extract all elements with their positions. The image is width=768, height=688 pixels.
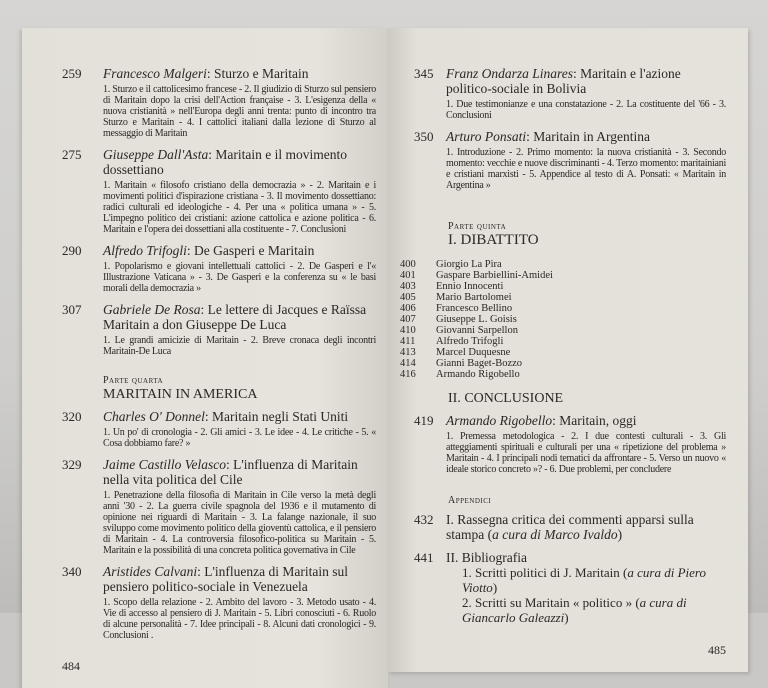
toc-entry	[62, 409, 376, 449]
entry-desc: 1. Introduzione - 2. Primo momento: la nuova cristianità - 3. Secondo momento: vecchie e nuove discriminanti - 4. Terzo momento: maritainiani e cristiani marxisti - 5. Appendice al testo di A. Ponsati: « Maritain in Argentina »	[446, 147, 726, 191]
entry-title: : L'influenza di Maritain sul pensiero politico-sociale in Venezuela	[103, 564, 349, 594]
entry-title: : Maritain e il movimento dossettiano	[103, 147, 347, 177]
entry-title: : Maritain e l'azione politico-sociale in Bolivia	[446, 66, 681, 96]
author: Armando Rigobello	[446, 413, 553, 428]
part-label: Parte quinta	[448, 221, 507, 232]
entry-title: : Maritain negli Stati Uniti	[204, 409, 349, 424]
folio-page-number: 484	[62, 659, 80, 673]
author: Alfredo Trifogli	[103, 243, 187, 258]
page-number: 441	[414, 550, 434, 565]
page-number: 432	[414, 512, 434, 527]
toc-entry	[414, 129, 726, 191]
page-number: 290	[62, 243, 82, 258]
page-number: 419	[414, 413, 434, 428]
entry-title: : Maritain in Argentina	[526, 129, 650, 144]
entry-title: II. Bibliografia	[446, 550, 527, 565]
entry-title: : L'influenza di Maritain nella vita politica del Cile	[103, 457, 358, 487]
toc-entry	[62, 564, 376, 641]
toc-entry	[62, 147, 376, 235]
page-number: 259	[62, 66, 82, 81]
page-number: 320	[62, 409, 82, 424]
part-title: MARITAIN IN AMERICA	[103, 387, 258, 402]
toc-entry	[62, 302, 376, 357]
list-item: 403 Ennio Innocenti	[400, 281, 504, 292]
section-title: I. DIBATTITO	[448, 232, 539, 248]
author: Aristides Calvani	[103, 564, 198, 579]
folio-page-number: 485	[708, 643, 726, 657]
toc-entry	[414, 550, 726, 625]
author: Jaime Castillo Velasco	[103, 457, 226, 472]
list-item: 407 Giuseppe L. Goisis	[400, 314, 517, 325]
entry-title: : Maritain, oggi	[552, 413, 637, 428]
page-number: 307	[62, 302, 82, 317]
entry-desc: 1. Maritain « filosofo cristiano della democrazia » - 2. Maritain e i movimenti politici d'ispirazione cristiana - 3. Il movimento dossettiano: radici culturali ed ideologiche - 4. Per una « politica umana » - 5. L'impegno politico dei cristiani: azione cattolica e azione politica - 6. Maritain e l'opera dei dossettiani alla costituente - 7. Conclusioni	[103, 180, 376, 235]
author: Franz Ondarza Linares	[446, 66, 574, 81]
entry-desc: 1. Un po' di cronologia - 2. Gli amici - 3. Le idee - 4. Le critiche - 5. « Cosa dobbiamo fare? »	[103, 427, 376, 449]
entry-title: : De Gasperi e Maritain	[186, 243, 315, 258]
right-page	[388, 28, 748, 672]
list-item: 410 Giovanni Sarpellon	[400, 325, 518, 336]
author: Gabriele De Rosa	[103, 302, 201, 317]
entry-title: : Sturzo e Maritain	[206, 66, 309, 81]
page-number: 345	[414, 66, 434, 81]
list-item: 416 Armando Rigobello	[400, 369, 520, 380]
toc-entry	[414, 413, 726, 475]
section-title: II. CONCLUSIONE	[448, 391, 564, 406]
toc-entry	[62, 66, 376, 139]
entry-desc: 1. Sturzo e il cattolicesimo francese - 2. Il giudizio di Sturzo sul pensiero di Maritain dopo la crisi dell'Action française - 3. L'esigenza della « nuova cristianità » nell'Europa degli anni trenta: punto di incontro tra Sturzo e Maritain - 4. I cattolici italiani dalla lezione di Sturzo al messaggio di Maritain	[103, 84, 376, 139]
entry-desc: 1. Due testimonianze e una constatazione - 2. La costituente del '66 - 3. Conclusioni	[446, 99, 726, 121]
appendix-label: Appendici	[448, 495, 492, 506]
entry-desc: 1. Premessa metodologica - 2. I due contesti culturali - 3. Gli atteggiamenti spirituali e culturali per una « ripetizione del problema » Maritain - 4. I principali nodi tematici da affrontare - 5. Verso un nuovo « ideale storico concreto »? - 6. Due problemi, per concludere	[446, 431, 726, 475]
page-number: 329	[62, 457, 82, 472]
sub-entry: 1. Scritti politici di J. Maritain (a cura di Piero Viotto)	[462, 565, 706, 595]
page-number: 275	[62, 147, 82, 162]
toc-entry	[62, 243, 376, 294]
entry-desc: 1. Le grandi amicizie di Maritain - 2. Breve cronaca degli incontri Maritain-De Luca	[103, 335, 376, 357]
list-item: 406 Francesco Bellino	[400, 303, 513, 314]
author: Giuseppe Dall'Asta	[103, 147, 209, 162]
part-label: Parte quarta	[103, 375, 164, 386]
entry-title: : Le lettere di Jacques e Raïssa Maritain a don Giuseppe De Luca	[103, 302, 367, 332]
debate-list	[400, 259, 726, 380]
entry-desc: 1. Scopo della relazione - 2. Ambito del lavoro - 3. Metodo usato - 4. Vie di accesso al pensiero di J. Maritain - 5. Libri conosciuti - 6. Ruolo di alcune personalità - 7. Idee principali - 8. Alcuni dati cronologici - 9. Conclusioni .	[103, 597, 376, 641]
author: Arturo Ponsati	[446, 129, 527, 144]
sub-entry: 2. Scritti su Maritain « politico » (a cura di Giancarlo Galeazzi)	[462, 595, 687, 625]
list-item: 405 Mario Bartolomei	[400, 292, 512, 303]
entry-desc: 1. Popolarismo e giovani intellettuali cattolici - 2. De Gasperi e l'« Illustrazione Vaticana » - 3. De Gasperi e la conferenza su « le basi morali della democrazia »	[103, 261, 376, 294]
toc-entry: 432 I. Rassegna critica dei commenti apparsi sulla stampa (a cura di Marco Ivaldo)	[414, 512, 694, 542]
list-item: 400 Giorgio La Pira	[400, 259, 502, 270]
page-number: 350	[414, 129, 434, 144]
list-item: 414 Gianni Baget-Bozzo	[400, 358, 523, 369]
toc-entry	[414, 66, 726, 121]
page-number: 340	[62, 564, 82, 579]
entry-desc: 1. Penetrazione della filosofia di Maritain in Cile verso la metà degli anni '30 - 2. La guerra civile spagnola del 1936 e il mutamento di opinione nei riguardi di Maritain - 3. La falange nazionale, il suo sviluppo come movimento politico della gioventù cattolica, e il pensiero di Maritain - 4. La controversia filosofico-politica su Maritain - 5. Maritain e la possibilità di una concreta politica governativa in Cile	[103, 490, 376, 556]
left-page	[22, 28, 388, 688]
list-item: 411 Alfredo Trifogli	[400, 336, 504, 347]
list-item: 401 Gaspare Barbiellini-Amidei	[400, 270, 553, 281]
author: Francesco Malgeri	[103, 66, 207, 81]
author: Charles O' Donnel	[103, 409, 205, 424]
list-item: 413 Marcel Duquesne	[400, 347, 511, 358]
toc-entry	[62, 457, 376, 556]
